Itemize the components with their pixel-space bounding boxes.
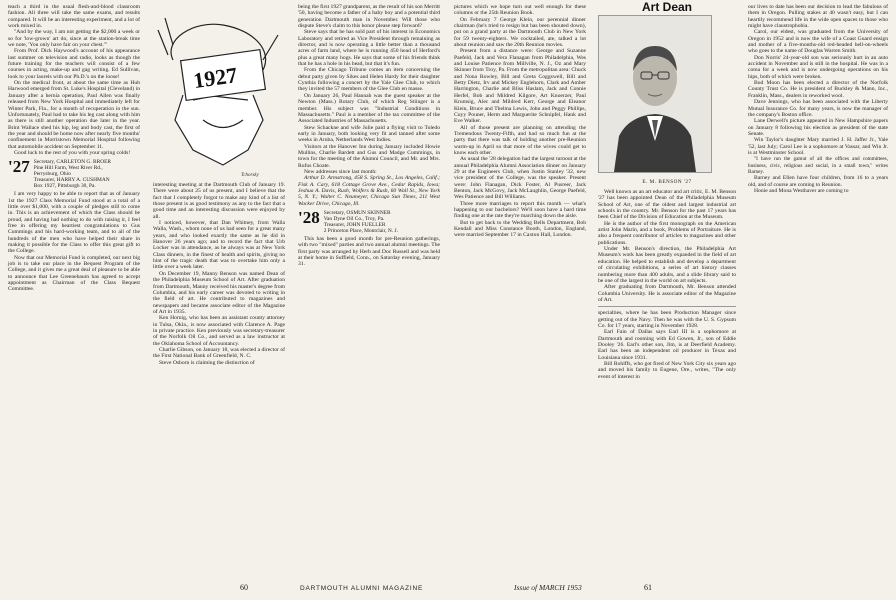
paragraph: Under Mr. Benson's direction, the Philadelphia Art Museum's work has been greatly expanded in the field of art education. He helped to establish and develop a department of circulating exhibitions, a series of art history classes numbering more than 400 adults, and a slide library said to be one of the largest in the world on art subjects. (598, 246, 736, 284)
paragraph: Charlie Gibson, on January 18, was elected a director of the First National Bank of Greenfield, N. C. (153, 346, 285, 360)
paragraph: teach a third in the usual flesh-and-blood classroom fashion. All three will take the same exams, and results compared. It will be an interesting experiment, and a lot of work mixed in. (8, 4, 140, 30)
paragraph: From the Chicago Tribune comes an item concerning the debut party given by Sikes and Helen Hardy for their daughter Cynthia following a concert by the Yale Glee Club, to which they invited the 57 members of the Glee Club en masse. (298, 67, 440, 93)
year-1927-lettering: 1927 (191, 62, 239, 94)
divider (598, 306, 736, 307)
secretary-line: Secretary, OSMUN SKINNER (323, 210, 391, 216)
page-number: 61 (644, 583, 652, 592)
paragraph: Win Taylor's daughter Mary married J. H. Jaffer Jr., Yale '52, last July; Carol Lee is a sophomore at Vassar, and Win Jr. is at Westminster School. (748, 137, 888, 156)
artist-signature: Tchorsky (241, 173, 259, 178)
paragraph: From Prof. Dick Haywood's account of his appearance last summer on television and radio, looks as though the future training for the teachers will consist of a few courses in acting, make-up and gag writing. Ed Sullivan, look to your laurels with our Ph.D.'s on the loose! (8, 48, 140, 80)
paragraph: "I have run the gamut of all the offices and committees, business, civic, religious and social, in a small town," writes Barney. (748, 156, 888, 175)
paragraph: "And by the way, I am not getting the $2,000 a week or so for 'low-grown' art do, since at the station-break time we note, 'You only have fair on your chest.'" (8, 29, 140, 49)
paragraph: Barney and Ellen have four children, from 16 to a years old, and of course are coming to Reunion. (748, 175, 888, 188)
paragraph: This has been a good month for pre-Reunion gatherings, with two "mixed" parties and two annual alumni meetings. The first party was arranged by Herb and Doc Russell and was held at their home in Suffield, Conn., on Saturday evening, January 31. (298, 236, 440, 268)
paragraph: On December 19, Manny Benson was named Dean of the Philadelphia Museum School of Art. After graduation from Dartmouth, Manny received his master's degree from Columbia, and his early career was devoted to writing in the field of art. He contributed to magazines and newspapers and became associate editor of the Magazine of Art in 1935. (153, 270, 285, 315)
class-of-1927-drawing (153, 0, 283, 180)
class-number: '27 (8, 157, 30, 177)
magazine-title: DARTMOUTH ALUMNI MAGAZINE (300, 585, 424, 592)
paragraph: pictures which we hope turn out well enough for these columns or the 25th Reunion Book. (454, 4, 586, 17)
right-page (448, 0, 896, 600)
paragraph: being the first 1927 grandparent, as the result of his son Merritt '50, having become a father of a baby boy and a potential third generation Dartmouth man in November. Will those who dispute Steve's claim to this honor please step forward? (298, 4, 440, 30)
address-line: Pine Hill Farm, West River Rd., (33, 165, 103, 172)
right-column-2 (598, 0, 736, 380)
left-column-1 (8, 4, 140, 293)
paragraph: Now that our Memorial Fund is completed, our next big job is to take our place in the Bequest Program of the College, and it gives me a great deal of pleasure to be able to announce that Lee Greenebaum has agreed to accept appointment as Chairman of the Class Bequest Committee. (8, 254, 140, 293)
paragraph: On February 7 George Klein, our perennial dinner chairman (he's tried to resign but has been shouted down), put on a grand party at the Dartmouth Club in New York for 59 twenty-eighters. We cocktailed, ate, talked a lot about reunion and saw the 20th Reunion movies. (454, 16, 586, 49)
paragraph: our lives to date has been our decision to lead the fabulous of them in Oregon. Pulling stakes at 40 wasn't easy, but I can heartily recommend life in the wide open spaces to those who might have claustrophobia. (748, 4, 888, 30)
paragraph: Earl Fain of Dallas says Earl III is a sophomore at Dartmouth and rooming with Ed Gowen, Jr., son of Eddie Dooley '26. Earl's other son, Jim, is at Deerfield Academy. Earl has been an independent oil producer in Texas and Louisiana since 1931. (598, 329, 736, 361)
paragraph: I am very happy to be able to report that as of January 1st the 1927 Class Memorial Fund stood at a total of a little over $1,000, with a couple of pledges still to come in. This is an achievement of which the Class should be proud, and having had nothing to do with raising it, I feel free in offering my heartiest congratulations to Gus Cummings and his hard-working team, and to all of the hundreds of the men who have helped their share in making it possible for the Class to offer this great gift to the College. (8, 191, 140, 255)
paragraph: interesting meeting at the Dartmouth Club of January 19. There were about 25 of us present, and I believe that the fact that I completely forgot to make any kind of a list of those present is as good testimony as any to the fact that a good time and an interesting discussion were enjoyed by all. (153, 182, 285, 220)
paragraph: On the medical front, at about the same time as Hub Harwood emerged from St. Luke's Hospital (Cleveland) in January after a hernia operation, Paul Allen was finally released from New York Hospital and immediately left for Winter Park, Fla., for a month of recuperation in the sun. Unfortunately, Paul had to take his leg cast along with him as there is still another operation due later in the year. Brint Wallace shed his hip, leg and body cast, the first of the year and should be home now after nearly five months' confinement in Morristown Memorial Hospital following that automobile accident on September 11. (8, 80, 140, 150)
paragraph: Honie and Mona Westhaver are coming to (754, 187, 849, 194)
paragraph: On January 26, Paul Hannah was the guest speaker at the Newton (Mass.) Rotary Club, of which Reg Stiinger is a member. His subject was "Industrial Conditions in Massachusetts." Paul is a member of the tax committee of the Associated Industries of Massachusetts. (298, 92, 440, 125)
portrait-photo (598, 15, 712, 173)
paragraph: Don Norris' 24-year-old son was seriously hurt in an auto accident in November and is still in the hospital. He was in a coma for a week and is now undergoing operations on his hips, both of which were broken. (748, 54, 888, 80)
article-title: Art Dean (641, 0, 692, 14)
paragraph: Carol, our eldest, was graduated from the University of Oregon in 1952 and is now the wife of a Coast Guard ensign and mother of a five-months-old red-headed hell-on-wheels who goes to the name of Douglas Warren Smith. (748, 29, 888, 55)
paragraph: New addresses since last month: (304, 168, 377, 175)
issue-date: Issue of MARCH 1953 (514, 583, 582, 592)
address-line: Perrysburg, Ohio (33, 171, 71, 178)
address-line: 2 Princeton Place, Montclair, N. J. (323, 228, 398, 234)
secretary-line: Secretary, CARLETON G. BROER (33, 159, 111, 166)
paragraph: After graduating from Dartmouth, Mr. Benson attended Columbia University. He is associate editor of the Magazine of Art. (598, 284, 736, 303)
paragraph: Three more marriages to report this month — what's happening to our bachelors? We'll soon have a hard time finding one at the rate they're marching down the aisle. (454, 200, 586, 220)
class-heading-27 (8, 159, 140, 189)
class-heading-28 (298, 210, 440, 234)
paragraph: Bud Moon has been elected a director of the Norfolk County Trust Co. He is president of Buckley & Mann, Inc., Franklin, Mass., dealers in reworked wool. (748, 80, 888, 99)
treasurer-line: Treasurer, JOHN FUELLER (323, 222, 386, 228)
paragraph: Well known as an art educator and art critic, E. M. Benson '27 has been appointed Dean of the Philadelphia Museum School of Art, one of the oldest and largest industrial art schools in the country. Mr. Benson for the past 17 years has been Chief of the Division of Education at the Museum. (598, 189, 736, 221)
paragraph: He is the author of the first monograph on the American artist John Marin, and a book, Problems of Portraiture. He is also a frequent contributor of articles to magazines and other publications. (598, 220, 736, 246)
paragraph: Stew Schackne and wife Julie paid a flying visit to Toledo early in January, both looking very fit and tanned after some weeks in Aruba, Netherlands West Indies. (298, 124, 440, 144)
paragraph: As usual the '28 delegation had the largest turnout at the annual Philadelphia Alumni Association dinner on January 29 at the Engineers Club, when Justin Stanley '32, new vice president of the College, was the speaker. Present were: John Flanagan, Dick Foster, Al Pusreer, Jack Benton, Jack McGovy, Jack McLaughlin, George Paefeld, Wes Patience and Bill Williams. (454, 156, 586, 201)
address-line: Van Dyne Oil Co., Troy, Pa. (323, 216, 385, 222)
paragraph: Arthur D. Armstrong, 458 S. Spring St., Los Angeles, Calif.; Fisk A. Cary, 618 Cottage Grove Ave., Cedar Rapids, Iowa; Jeshua A. Davis, Rush, Wolfers & Rush, 60 Wall St., New York 5, N. Y.; Walter C. Neumeyer, Chicago Sun Times, 211 West Wacker Drive, Chicago, Ill. (298, 175, 440, 207)
paragraph: But to get back to the Wedding Bells Department, Bob Kendall and Miss Constance Booth, London, England, were married September 17 in Caxton Hall, London. (454, 219, 586, 239)
paragraph: Dave Jennings, who has been associated with the Liberty Mutual Insurance Co. for many years, is now the manager of the company's Boston office. (748, 99, 888, 118)
address-line: Box 1927, Pittsburgh 30, Pa. (33, 183, 96, 190)
page-number: 60 (240, 583, 248, 592)
left-column-2 (153, 182, 285, 366)
paragraph: All of those present are planning on attending the Tremendous Twenty-Fifth, and had so much fun at the party that there was talk of holding another pre-Reunion warm-up in April so that more of the wives could get to know each other. (454, 124, 586, 156)
left-column-3 (298, 4, 440, 268)
paragraph: I noticed, however, that Dan Whitney, from Walla Walla, Wash., whom none of us had seen for a great many years, and who looked exactly the same as he did in Hanover 26 years ago; and to record the fact that Urb Locker was in attendance, as he always was at New York Class dinners, in the finest of health and spirits, giving no hint of the tragic death that was to overtake him only a little over a week later. (153, 220, 285, 271)
treasurer-line: Treasurer, HARRY A. CUSHMAN (33, 177, 110, 184)
paragraph: Lane Derwell's picture appeared in New Hampshire papers on January 8 following his election as president of the state Senate. (748, 118, 888, 137)
paragraph: specialties, where he has been Production Manager since getting out of the Navy. Then he was with the U. S. Gypsum Co. for 17 years, starting in November 1928. (598, 310, 736, 329)
right-column-1 (454, 4, 586, 239)
paragraph: Ken Hornig, who has been an assistant county attorney in Tulsa, Okla., is now associated with Clarence A. Page in private practice. Ken previously was secretary-treasurer of the Norfolk Oil Co., and served as a law instructor at the Oklahoma School of Accountancy. (153, 315, 285, 347)
paragraph: Steve says that he has sold part of his interest in Economics Laboratory and retired as Vice President through remaining as director, and is now operating a little better than a thousand acres of farm land, where he is running 450 head of Herford's plus a great many hogs. He says that some of his friends think that he has a hole in his head, but that it's fun. (298, 29, 440, 68)
paragraph: Bill Rohlffs, who got fired of New York City six years ago and moved his family to Eugene, Ore., writes, "The only event of interest in (598, 360, 736, 380)
paragraph: Present from a distance were: George and Suzanne Paefeld, Jack and Vera Flanagan from Philadelphia, Wes and Louise Patience from Millville, N. J., Oz and Mary Skinner from Troy, Pa. From the metropolitan area: Chuck and Nona Rowley, Bill and Greta Coggswell, Bill and Betty Dietz, Irv and Mickey Englehorn, Clark and Amber Harrington, Charlie and Bliss Haslam, Jack and Connie Herfel, Bob and Mildred Kilgore, Art Knoerzer, Paul Krumsig, Alec and Mildred Kerr, George and Eleanor Klein, Bruce and Thelma Lewis, John and Peggy Phillips, Cuyy Pouner, Herm and Marguerite Schnipfel, Hank and Eve Walker. (454, 48, 586, 125)
class-officers (34, 159, 111, 189)
paragraph: Visitors at the Hanover Inn during January included Howie Mullins, Charlie Bardett and Gus and Madge Cummings, in town for the meeting of the Alumni Council, and Mr. and Mrs. Rufus Choate. (298, 143, 440, 169)
photo-caption: E. M. BENSON '27 (642, 178, 692, 185)
paragraph: Good luck to the rest of you with your spring colds! (14, 149, 131, 156)
class-number: '28 (298, 208, 320, 227)
class-officers (324, 210, 398, 234)
right-column-3 (748, 4, 888, 194)
paragraph: Steve Osborn is claiming the distinction of (159, 359, 255, 366)
